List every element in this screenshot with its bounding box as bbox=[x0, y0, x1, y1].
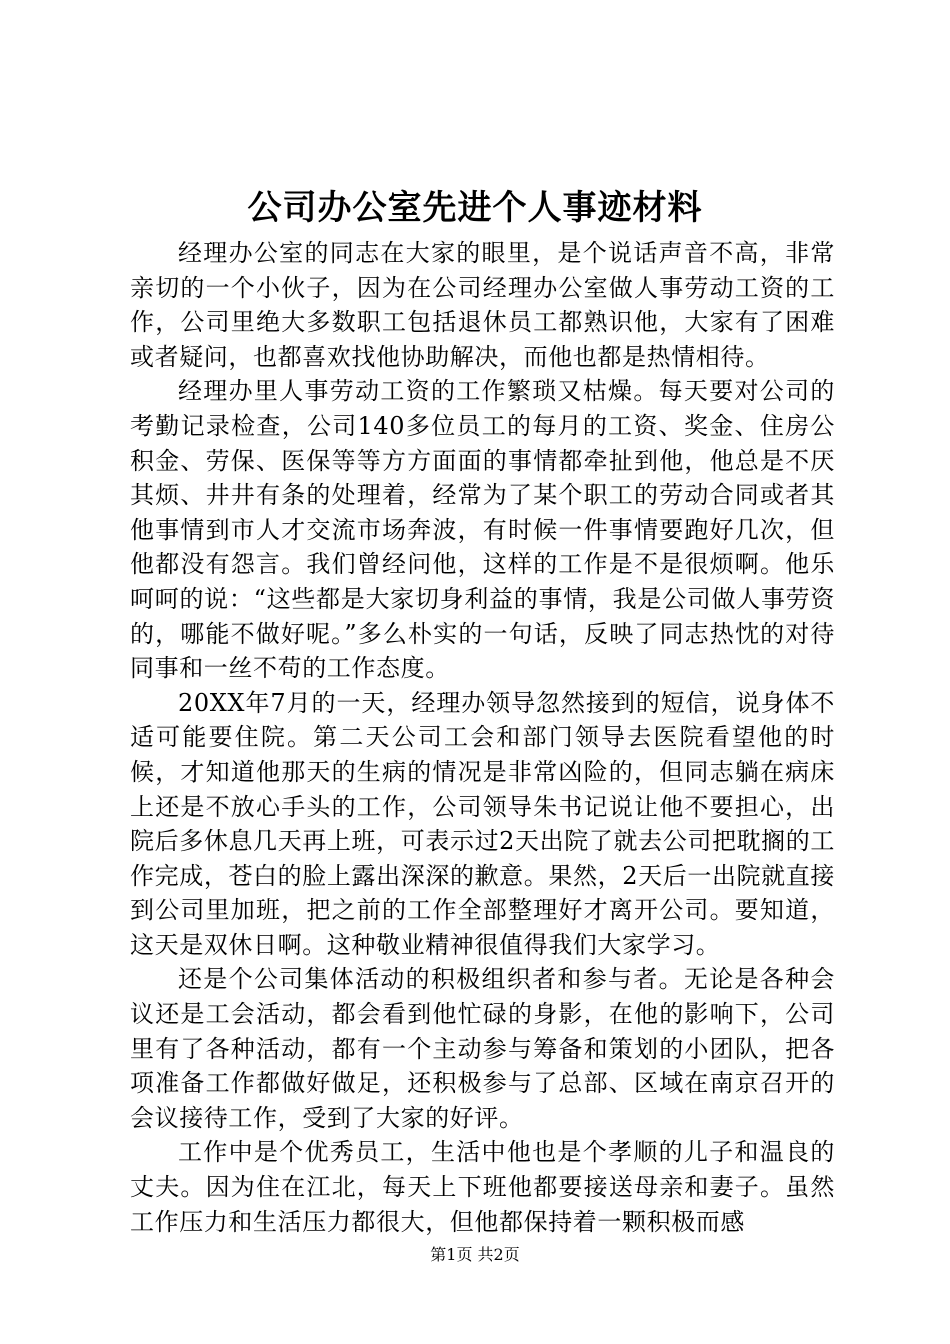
document-body bbox=[130, 236, 835, 1239]
paragraph: 经理办里人事劳动工资的工作繁琐又枯燥。每天要对公司的考勤记录检查，公司140多位员工的每月的工资、奖金、住房公积金、劳保、医保等等方方面面的事情都牵扯到他，他总是不厌其烦、井井有条的处理着，经常为了某个职工的劳动合同或者其他事情到市人才交流市场奔波，有时候一件事情要跑好几次，但他都没有怨言。我们曾经问他，这样的工作是不是很烦啊。他乐呵呵的说：“这些都是大家切身利益的事情，我是公司做人事劳资的，哪能不做好呢。”多么朴实的一句话，反映了同志热忱的对待同事和一丝不苟的工作态度。 bbox=[130, 377, 835, 683]
page-number: 第1页 共2页 bbox=[430, 1245, 520, 1264]
paragraph: 工作中是个优秀员工，生活中他也是个孝顺的儿子和温良的丈夫。因为住在江北，每天上下班他都要接送母亲和妻子。虽然工作压力和生活压力都很大，但他都保持着一颗积极而感 bbox=[130, 1138, 835, 1236]
paragraph: 还是个公司集体活动的积极组织者和参与者。无论是各种会议还是工会活动，都会看到他忙碌的身影，在他的影响下，公司里有了各种活动，都有一个主动参与筹备和策划的小团队，把各项准备工作都做好做足，还积极参与了总部、区域在南京召开的会议接待工作，受到了大家的好评。 bbox=[130, 965, 835, 1132]
paragraph: 经理办公室的同志在大家的眼里，是个说话声音不高，非常亲切的一个小伙子，因为在公司经理办公室做人事劳动工资的工作，公司里绝大多数职工包括退休员工都熟识他，大家有了困难或者疑问，也都喜欢找他协助解决，而他也都是热情相待。 bbox=[130, 239, 835, 371]
document-title: 公司办公室先进个人事迹材料 bbox=[247, 188, 703, 228]
paragraph: 20XX年7月的一天，经理办领导忽然接到的短信，说身体不适可能要住院。第二天公司工会和部门领导去医院看望他的时候，才知道他那天的生病的情况是非常凶险的，但同志躺在病床上还是不放心手头的工作，公司领导朱书记说让他不要担心，出院后多休息几天再上班，可表示过2天出院了就去公司把耽搁的工作完成，苍白的脸上露出深深的歉意。果然，2天后一出院就直接到公司里加班，把之前的工作全部整理好才离开公司。要知道，这天是双休日啊。这种敬业精神很值得我们大家学习。 bbox=[130, 688, 835, 959]
